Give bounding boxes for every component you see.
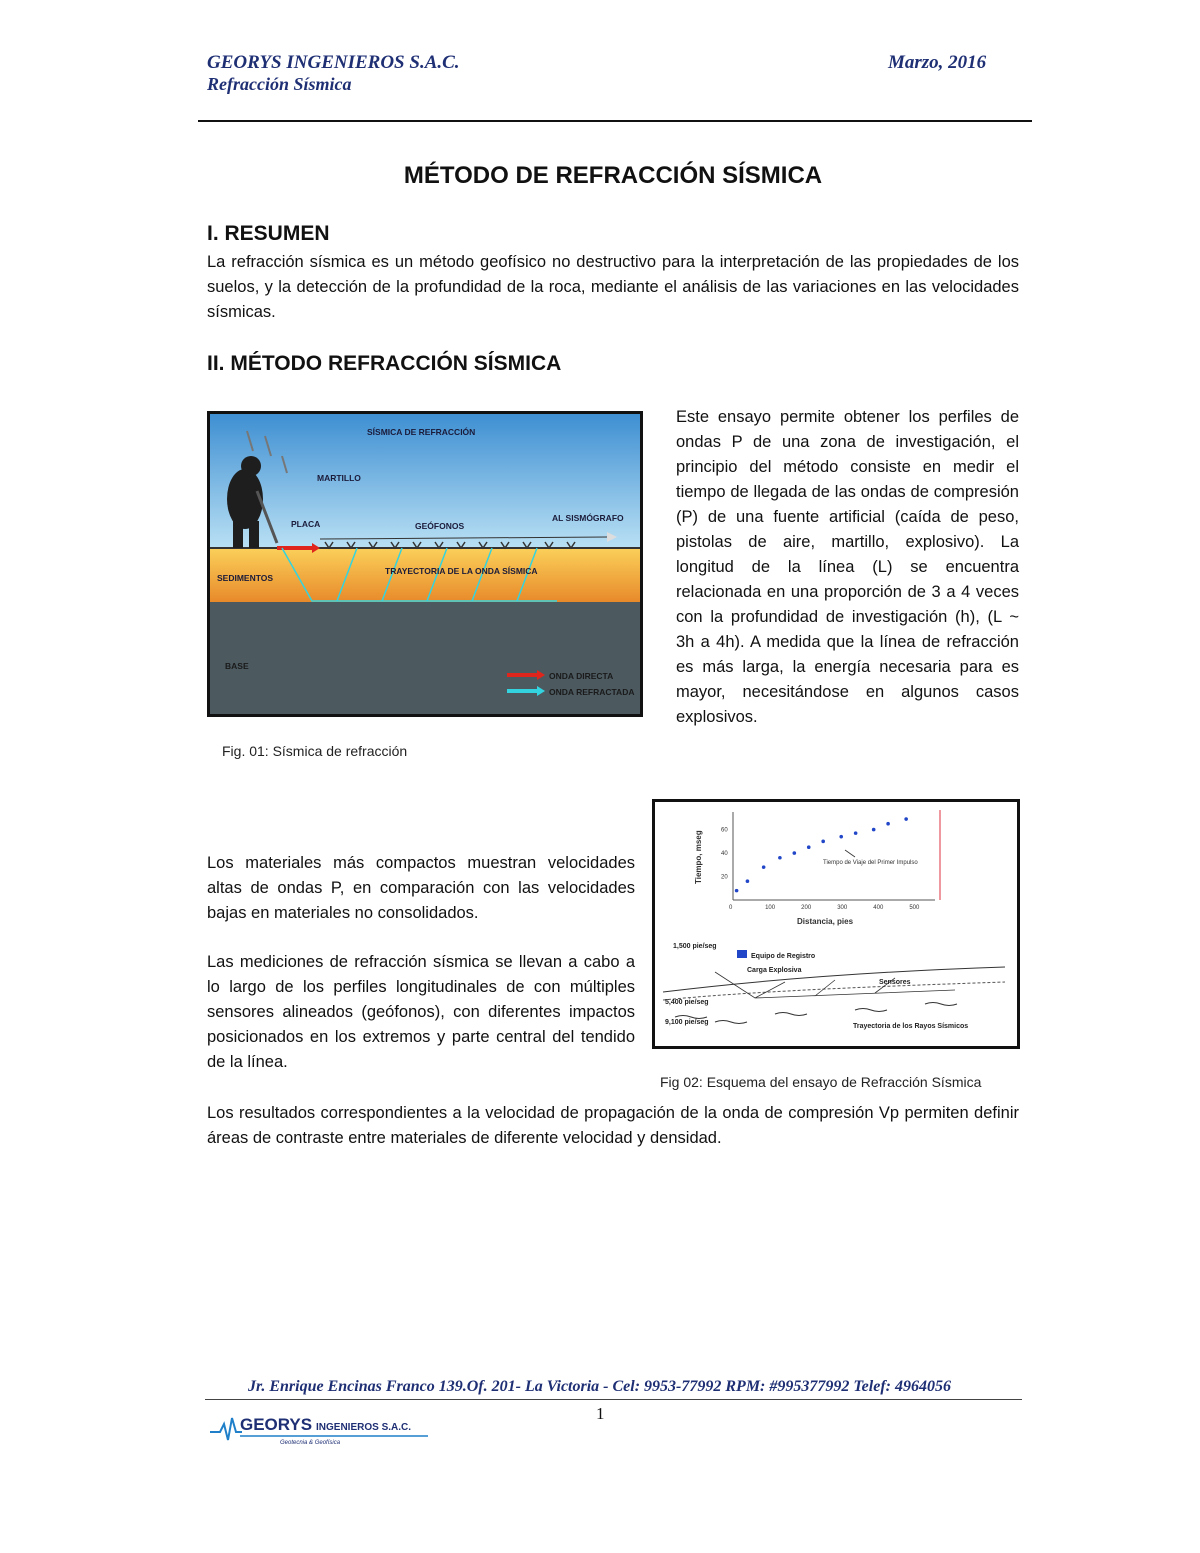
logo-rest: INGENIEROS S.A.C. xyxy=(316,1422,412,1433)
page-number: 1 xyxy=(596,1404,605,1423)
fig2-y-tick: 60 xyxy=(721,827,728,834)
fig2-y-tick: 20 xyxy=(721,874,728,881)
fig2-caption: Fig 02: Esquema del ensayo de Refracción Sísmica xyxy=(660,1074,982,1090)
fig1-label-base: BASE xyxy=(225,661,249,671)
footer-rule xyxy=(205,1399,1022,1400)
metodo-paragraph-3: Las mediciones de refracción sísmica se llevan a cabo a lo largo de los perfiles longitudinales de con múltiples sensores alineados (geófonos), con diferentes impactos posicionados en los extremos y parte central del tendido de la línea. xyxy=(207,953,635,1071)
fig2-y-tick: 40 xyxy=(721,851,728,858)
fig2-vel1: 1,500 pie/seg xyxy=(673,943,717,950)
fig1-label-martillo: MARTILLO xyxy=(317,473,361,483)
base-layer xyxy=(210,602,640,714)
header-rule xyxy=(198,120,1032,122)
fig2-data-point xyxy=(746,879,750,883)
fig2-data-point xyxy=(886,822,890,826)
logo-name: GEORYS xyxy=(240,1415,313,1434)
fig2-x-tick: 100 xyxy=(765,905,776,911)
logo-tagline: Geotecnia & Geofísica xyxy=(280,1440,341,1446)
section-resumen-heading: I. RESUMEN xyxy=(207,222,330,245)
fig2-x-tick: 400 xyxy=(873,905,884,911)
logo-pulse-icon xyxy=(210,1410,430,1446)
fig2-data-point xyxy=(821,840,825,844)
fig2-data-point xyxy=(854,831,858,835)
figure-sismica-refraccion xyxy=(207,411,643,717)
section-resumen-body: La refracción sísmica es un método geofísico no destructivo para la interpretación de las propiedades de los suelos, y la detección de la profundidad de la roca, mediante el análisis de las variaciones en las velocidades sísmicas. xyxy=(207,253,1019,321)
footer-address: Jr. Enrique Encinas Franco 139.Of. 201- La Victoria - Cel: 9953-77992 RPM: #995377992 Telef: 4964056 xyxy=(248,1378,951,1395)
document-title: MÉTODO DE REFRACCIÓN SÍSMICA xyxy=(403,162,823,189)
fig1-legend-onda-refractada: ONDA REFRACTADA xyxy=(549,687,635,697)
fig1-label-trayectoria: TRAYECTORIA DE LA ONDA SÍSMICA xyxy=(385,566,538,576)
fig2-x-label: Distancia, pies xyxy=(797,917,854,926)
metodo-paragraph-2: Los materiales más compactos muestran velocidades altas de ondas P, en comparación con las velocidades bajas en materiales no consolidados. xyxy=(207,854,635,922)
fig2-data-point xyxy=(904,817,908,821)
fig2-trayectoria: Trayectoria de los Rayos Sísmicos xyxy=(853,1023,969,1030)
fig2-x-tick: 200 xyxy=(801,905,812,911)
figure-esquema-ensayo xyxy=(652,799,1020,1049)
fig2-data-point xyxy=(839,835,843,839)
fig2-data-point xyxy=(807,845,811,849)
fig1-label-sedimentos: SEDIMENTOS xyxy=(217,573,274,583)
fig2-data-point xyxy=(778,856,782,860)
section-metodo-heading: II. MÉTODO REFRACCIÓN SÍSMICA xyxy=(207,352,562,375)
metodo-paragraph-4: Los resultados correspondientes a la velocidad de propagación de la onda de compresión Vp permiten definir áreas de contraste entre materiales de diferente velocidad y densidad. xyxy=(207,1104,1019,1147)
fig2-vel3: 9,100 pie/seg xyxy=(665,1019,709,1026)
fig2-schematic xyxy=(663,943,1005,1030)
fig2-scatter-plot xyxy=(694,810,940,926)
fig1-label-sismografo: AL SISMÓGRAFO xyxy=(552,513,624,523)
fig1-label-placa: PLACA xyxy=(291,519,321,529)
fig2-equipo: Equipo de Registro xyxy=(751,953,816,960)
fig2-x-tick: 500 xyxy=(909,905,920,911)
fig2-data-point xyxy=(793,851,797,855)
fig2-x-tick: 0 xyxy=(729,905,733,911)
metodo-paragraph-1: Este ensayo permite obtener los perfiles de ondas P de una zona de investigación, el principio del método consiste en medir el tiempo de llegada de las ondas de compresión (P) de una fuente artificial (caída de peso, pistolas de aire, martillo, explosivo). La longitud de la línea (L) se encuentra relacionada en una proporción de 3 a 4 veces con la profundidad de investigación (h), (L ~ 3h a 4h). A medida que la línea de refracción es más larga, la energía necesaria para es mayor, necesitándose en algunos casos explosivos. xyxy=(676,408,1019,726)
fig2-data-point xyxy=(762,865,766,869)
fig1-illustration xyxy=(207,411,643,717)
header-company: GEORYS INGENIEROS S.A.C. xyxy=(207,52,460,73)
fig2-sensores: Sensores xyxy=(879,979,911,986)
fig2-x-tick: 300 xyxy=(837,905,848,911)
fig1-title: SÍSMICA DE REFRACCIÓN xyxy=(367,427,476,437)
fig2-data-point xyxy=(872,828,876,832)
fig1-caption: Fig. 01: Sísmica de refracción xyxy=(222,743,408,759)
fig2-illustration xyxy=(655,802,1017,1046)
fig2-carga: Carga Explosiva xyxy=(747,967,802,974)
fig1-legend-onda-directa: ONDA DIRECTA xyxy=(549,671,614,681)
fig2-y-label: Tiempo, mseg xyxy=(694,830,703,884)
fig2-vel2: 5,400 pie/seg xyxy=(665,999,709,1006)
fig2-annotation: Tiempo de Viaje del Primer Impulso xyxy=(823,860,918,866)
header-date: Marzo, 2016 xyxy=(888,52,987,73)
fig1-label-geofonos: GEÓFONOS xyxy=(415,521,465,531)
georys-logo xyxy=(210,1410,430,1451)
header-subtitle: Refracción Sísmica xyxy=(207,74,352,94)
fig2-data-point xyxy=(735,889,739,893)
